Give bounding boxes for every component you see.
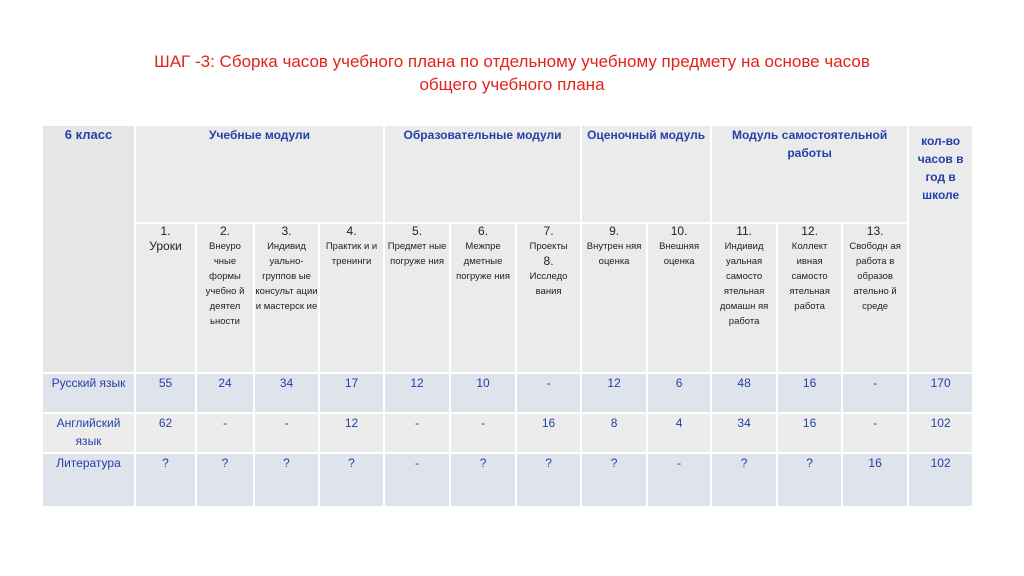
group-assessment-module: Оценочный модуль — [581, 125, 711, 223]
table-cell: ? — [450, 453, 516, 507]
class-label: 6 класс — [42, 125, 135, 373]
table-cell: 55 — [135, 373, 196, 413]
slide-title — [60, 50, 964, 96]
table-row — [42, 413, 973, 453]
table-cell: - — [516, 373, 581, 413]
subject-name: Английский язык — [42, 413, 135, 453]
table-cell: 24 — [196, 373, 254, 413]
table-row — [42, 373, 973, 413]
column-header-11: 11. Индивид уальная самосто ятельная домашн яя работа — [711, 223, 777, 373]
table-cell: - — [450, 413, 516, 453]
table-cell: 62 — [135, 413, 196, 453]
table-cell: 16 — [777, 373, 842, 413]
table-cell: 12 — [384, 373, 450, 413]
table-cell: - — [196, 413, 254, 453]
column-header-2: 2. Внеуро чные формы учебно й деятел ьности — [196, 223, 254, 373]
table-cell: 8 — [581, 413, 647, 453]
column-header-10: 10. Внешняя оценка — [647, 223, 711, 373]
table-cell: 16 — [516, 413, 581, 453]
table-cell: ? — [196, 453, 254, 507]
table-cell: ? — [135, 453, 196, 507]
subject-name: Литература — [42, 453, 135, 507]
table-cell: 16 — [842, 453, 908, 507]
table-cell: ? — [319, 453, 384, 507]
table-cell: 10 — [450, 373, 516, 413]
table-cell: 48 — [711, 373, 777, 413]
table-cell: - — [384, 453, 450, 507]
column-header-6: 6. Межпре дметные погруже ния — [450, 223, 516, 373]
table-cell: 34 — [254, 373, 319, 413]
column-header-13: 13. Свободн ая работа в образов ательно й среде — [842, 223, 908, 373]
study-plan-table — [41, 124, 974, 508]
table-cell: 4 — [647, 413, 711, 453]
column-header-9: 9. Внутрен няя оценка — [581, 223, 647, 373]
table-cell-total: 170 — [908, 373, 973, 413]
group-learning-modules: Образовательные модули — [384, 125, 581, 223]
column-header-3: 3. Индивид уально-группов ые консульт ации и мастерск ие — [254, 223, 319, 373]
column-header-1: 1. Уроки — [135, 223, 196, 373]
table-cell: 16 — [777, 413, 842, 453]
table-cell: - — [647, 453, 711, 507]
group-self-study-module: Модуль самостоятельной работы — [711, 125, 908, 223]
table-cell: - — [842, 413, 908, 453]
table-cell: 34 — [711, 413, 777, 453]
table-cell: ? — [581, 453, 647, 507]
table-cell: 17 — [319, 373, 384, 413]
table-cell-total: 102 — [908, 453, 973, 507]
column-header-4: 4. Практик и и тренинги — [319, 223, 384, 373]
group-educational-modules: Учебные модули — [135, 125, 384, 223]
column-header-5: 5. Предмет ные погруже ния — [384, 223, 450, 373]
column-header-12: 12. Коллект ивная самосто ятельная работа — [777, 223, 842, 373]
table-cell: 12 — [581, 373, 647, 413]
title-line-2: общего учебного плана — [419, 75, 605, 94]
table-cell: - — [384, 413, 450, 453]
table-cell: - — [842, 373, 908, 413]
table-cell-total: 102 — [908, 413, 973, 453]
table-cell: - — [254, 413, 319, 453]
table-cell: 6 — [647, 373, 711, 413]
table-cell: ? — [516, 453, 581, 507]
table-row — [42, 453, 973, 507]
table-cell: ? — [254, 453, 319, 507]
title-line-1: ШАГ -3: Сборка часов учебного плана по отдельному учебному предмету на основе часов — [154, 52, 870, 71]
table-cell: ? — [711, 453, 777, 507]
group-hours-per-year: кол-во часов в год в школе — [908, 125, 973, 373]
table-cell: ? — [777, 453, 842, 507]
column-header-7: 7. Проекты 8. Исследо вания — [516, 223, 581, 373]
subject-name: Русский язык — [42, 373, 135, 413]
table-cell: 12 — [319, 413, 384, 453]
